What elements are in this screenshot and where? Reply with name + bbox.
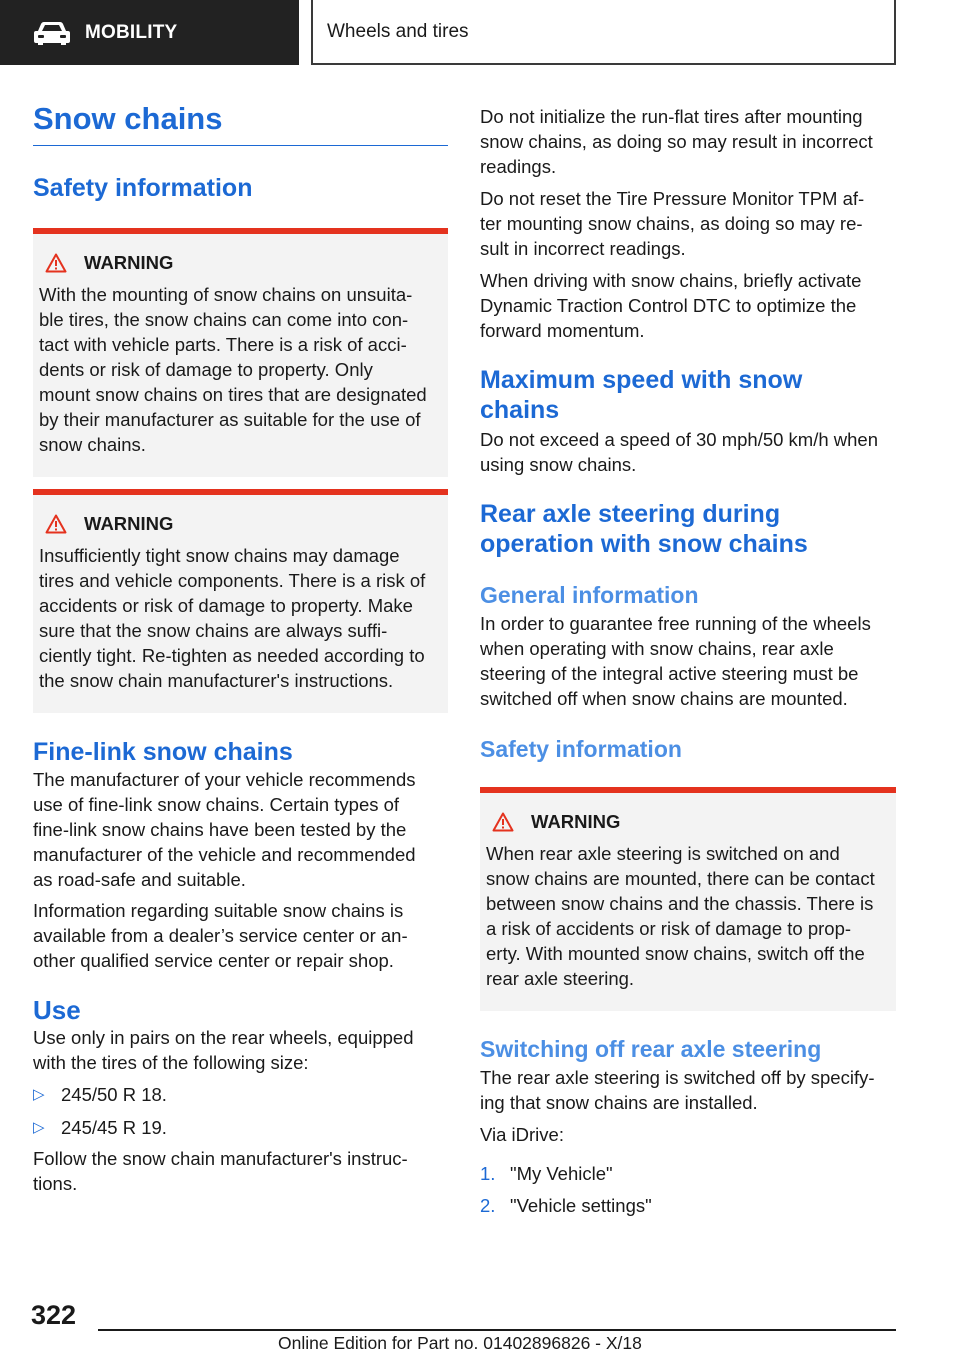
warning-text: [39, 282, 440, 457]
section-tab: [0, 0, 299, 65]
run-flat-paragraph: [480, 104, 896, 179]
text-line: With the mounting of snow chains on unsuita-: [39, 284, 413, 306]
safety-information-heading-2: Safety information: [480, 736, 682, 762]
switch-off-paragraph: [480, 1065, 896, 1115]
warning-text: [39, 543, 440, 693]
text-line: Dynamic Traction Control DTC to optimize the: [480, 295, 857, 316]
text-line: tact with vehicle parts. There is a risk of acci-: [39, 334, 407, 356]
text-line: by their manufacturer as suitable for the use of: [39, 409, 421, 431]
list-item: [480, 1161, 896, 1186]
list-item: [33, 1115, 448, 1140]
text-line: manufacturer of the vehicle and recommended: [33, 844, 416, 866]
general-information-paragraph: [480, 611, 896, 711]
text-line: fine-link snow chains have been tested by the: [33, 819, 407, 841]
page-number: 322: [31, 1300, 77, 1330]
fine-link-heading: Fine-link snow chains: [33, 738, 293, 767]
text-line: Use only in pairs on the rear wheels, equipped: [33, 1027, 414, 1049]
text-line: erty. With mounted snow chains, switch off the: [486, 943, 865, 964]
chapter-tab: [311, 0, 896, 65]
text-line: rear axle steering.: [486, 968, 635, 989]
text-line: steering of the integral active steering must be: [480, 663, 859, 684]
text-line: Insufficiently tight snow chains may damage: [39, 545, 400, 567]
text-line: Do not initialize the run-flat tires after mounting: [480, 106, 863, 127]
page-title: Snow chains: [33, 100, 448, 146]
text-line: snow chains.: [39, 434, 146, 456]
max-speed-paragraph: [480, 427, 896, 477]
use-paragraph-2: [33, 1146, 448, 1196]
section-label: MOBILITY: [85, 21, 178, 43]
safety-information-heading: Safety information: [33, 174, 253, 203]
text-line: dents or risk of damage to property. Only: [39, 359, 373, 381]
left-column: [33, 100, 448, 1196]
warning-label: WARNING: [84, 252, 174, 274]
warning-text: [486, 841, 888, 991]
edition-text: Online Edition for Part no. 01402896826 - X/18: [278, 1333, 642, 1353]
text-line: mount snow chains on tires that are designated: [39, 384, 427, 406]
warning-label: WARNING: [84, 513, 174, 535]
car-icon: [33, 20, 71, 46]
warning-box-1: [33, 228, 448, 477]
warning-triangle-icon: [492, 812, 514, 832]
heading-line: operation with snow chains: [480, 530, 808, 558]
rear-axle-steering-heading: [480, 499, 896, 559]
fine-link-paragraph-2: [33, 898, 448, 973]
text-line: sult in incorrect readings.: [480, 238, 686, 259]
text-line: when operating with snow chains, rear axle: [480, 638, 834, 659]
text-line: Do not exceed a speed of 30 mph/50 km/h when: [480, 429, 879, 450]
text-line: snow chains are mounted, there can be contact: [486, 868, 875, 889]
step-number: 2.: [480, 1195, 496, 1216]
step-text: "My Vehicle": [510, 1163, 613, 1184]
use-paragraph: [33, 1025, 448, 1075]
list-item: [480, 1193, 896, 1218]
tpm-paragraph: [480, 186, 896, 261]
max-speed-heading: [480, 365, 896, 425]
text-line: using snow chains.: [480, 454, 637, 475]
heading-line: Maximum speed with snow: [480, 366, 803, 394]
list-item: [33, 1082, 448, 1107]
text-line: readings.: [480, 156, 557, 177]
list-item-text: 245/45 R 19.: [61, 1117, 167, 1139]
warning-triangle-icon: [45, 253, 67, 273]
heading-line: Rear axle steering during: [480, 500, 781, 528]
warning-triangle-icon: [45, 514, 67, 534]
use-heading: Use: [33, 995, 81, 1026]
text-line: ing that snow chains are installed.: [480, 1092, 758, 1113]
text-line: available from a dealer’s service center or an-: [33, 925, 408, 947]
warning-label: WARNING: [531, 811, 621, 832]
text-line: When rear axle steering is switched on and: [486, 843, 840, 864]
text-line: as road-safe and suitable.: [33, 869, 246, 891]
text-line: with the tires of the following size:: [33, 1052, 309, 1074]
warning-title: [39, 511, 440, 537]
heading-line: chains: [480, 396, 560, 424]
bullet-triangle-icon: ▷: [33, 1086, 45, 1104]
bullet-triangle-icon: ▷: [33, 1119, 45, 1137]
text-line: The manufacturer of your vehicle recommends: [33, 769, 416, 791]
text-line: Follow the snow chain manufacturer's instruc-: [33, 1148, 408, 1170]
step-number: 1.: [480, 1163, 496, 1184]
text-line: The rear axle steering is switched off by specify-: [480, 1067, 875, 1088]
text-line: switched off when snow chains are mounted.: [480, 688, 848, 709]
step-text: "Vehicle settings": [510, 1195, 652, 1216]
text-line: tires and vehicle components. There is a risk of: [39, 570, 426, 592]
footer-divider: [98, 1329, 896, 1331]
text-line: between snow chains and the chassis. There is: [486, 893, 874, 914]
text-line: other qualified service center or repair shop.: [33, 950, 394, 972]
warning-box-2: [33, 489, 448, 713]
text-line: sure that the snow chains are always suffi-: [39, 620, 388, 642]
general-information-heading: General information: [480, 582, 699, 608]
text-line: accidents or risk of damage to property. Make: [39, 595, 413, 617]
chapter-label: Wheels and tires: [327, 20, 469, 42]
text-line: Do not reset the Tire Pressure Monitor TPM af-: [480, 188, 865, 209]
text-line: ter mounting snow chains, as doing so may re-: [480, 213, 863, 234]
list-item-text: 245/50 R 18.: [61, 1084, 167, 1106]
switch-off-heading: Switching off rear axle steering: [480, 1036, 822, 1062]
warning-box-3: [480, 787, 896, 1011]
text-line: a risk of accidents or risk of damage to prop-: [486, 918, 852, 939]
dtc-paragraph: [480, 268, 896, 343]
warning-title: [39, 250, 440, 276]
right-column: [480, 104, 896, 1218]
text-line: Information regarding suitable snow chains is: [33, 900, 404, 922]
text-line: tions.: [33, 1173, 78, 1195]
text-line: ciently tight. Re-tighten as needed according to: [39, 645, 425, 667]
fine-link-paragraph-1: [33, 767, 448, 892]
warning-title: [486, 809, 888, 835]
text-line: In order to guarantee free running of the wheels: [480, 613, 871, 634]
via-idrive-label: Via iDrive:: [480, 1124, 564, 1145]
text-line: snow chains, as doing so may result in incorrect: [480, 131, 873, 152]
text-line: the snow chain manufacturer's instructions.: [39, 670, 394, 692]
text-line: use of fine-link snow chains. Certain types of: [33, 794, 400, 816]
text-line: When driving with snow chains, briefly activate: [480, 270, 862, 291]
text-line: forward momentum.: [480, 320, 645, 341]
text-line: ble tires, the snow chains can come into con-: [39, 309, 409, 331]
